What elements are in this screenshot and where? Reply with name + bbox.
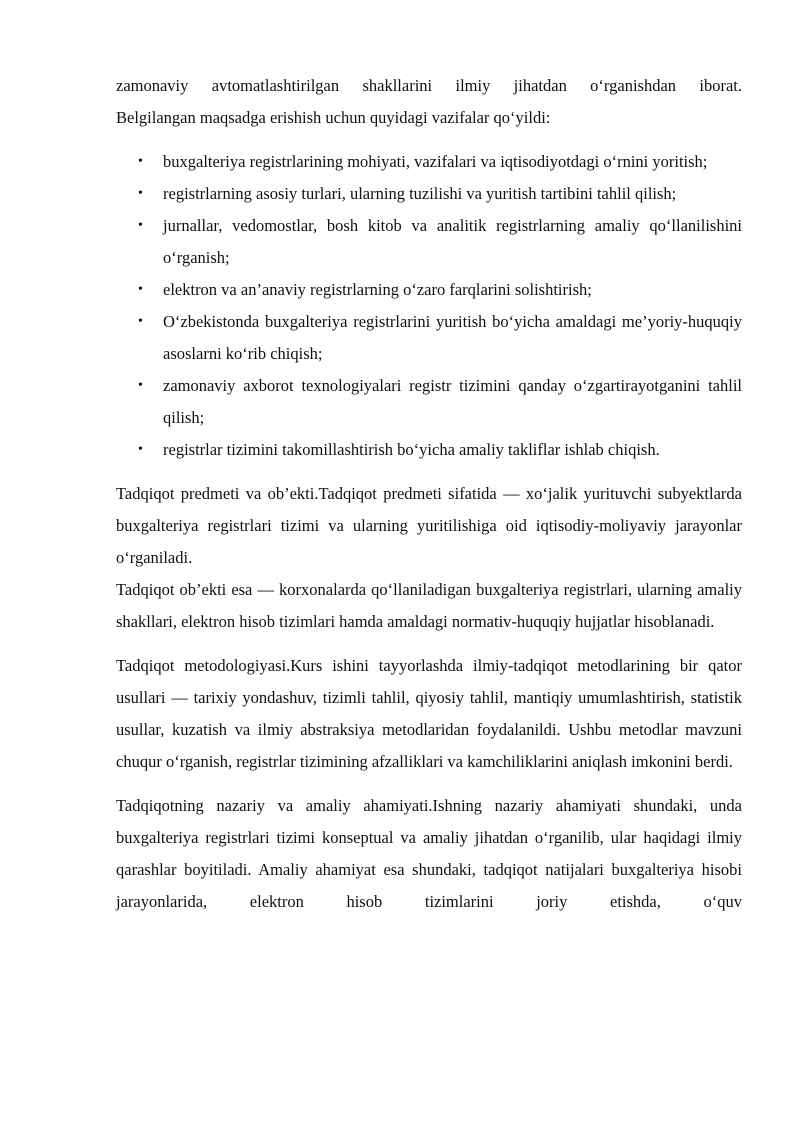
task-item bbox=[138, 370, 742, 434]
subject-paragraph-2: Tadqiqot ob’ekti esa — korxonalarda qo‘llaniladigan buxgalteriya registrlari, ularning amaliy shakllari, elektron hisob tizimlari hamda amaldagi normativ-huquqiy hujjatlar hisoblanadi. bbox=[116, 580, 742, 631]
task-text: registrlar tizimini takomillashtirish bo‘yicha amaliy takliflar ishlab chiqish. bbox=[163, 440, 660, 459]
subject-paragraph-1: Tadqiqot predmeti va ob’ekti.Tadqiqot predmeti sifatida — xo‘jalik yurituvchi subyektlarda buxgalteriya registrlari tizimi va ularning yuritilishiga oid iqtisodiy-moliyaviy jarayonlar o‘rganiladi. bbox=[116, 484, 742, 567]
task-item bbox=[138, 306, 742, 370]
task-item bbox=[138, 210, 742, 274]
task-text: jurnallar, vedomostlar, bosh kitob va analitik registrlarning amaliy qo‘llanilishini o‘rganish; bbox=[163, 216, 742, 267]
bullet-icon: • bbox=[138, 282, 143, 297]
task-text: O‘zbekistonda buxgalteriya registrlarini yuritish bo‘yicha amaldagi me’yoriy-huquqiy asoslarni ko‘rib chiqish; bbox=[163, 312, 742, 363]
task-item bbox=[138, 178, 742, 210]
bullet-icon: • bbox=[138, 314, 143, 329]
task-list bbox=[116, 146, 742, 466]
methodology-paragraph: Tadqiqot metodologiyasi.Kurs ishini tayyorlashda ilmiy-tadqiqot metodlarining bir qator usullari — tarixiy yondashuv, tizimli tahlil, qiyosiy tahlil, mantiqiy umumlashtirish, statistik usullar, kuzatish va ilmiy abstraksiya metodlaridan foydalanildi. Ushbu metodlar mavzuni chuqur o‘rganish, registrlar tizimining afzalliklari va kamchiliklarini aniqlash imkonini berdi. bbox=[116, 656, 742, 771]
intro-line-1: zamonaviy avtomatlashtirilgan shakllarini ilmiy jihatdan o‘rganishdan iborat. bbox=[116, 76, 742, 95]
bullet-icon: • bbox=[138, 154, 143, 169]
bullet-icon: • bbox=[138, 218, 143, 233]
bullet-icon: • bbox=[138, 442, 143, 457]
task-item bbox=[138, 434, 742, 466]
task-text: elektron va an’anaviy registrlarning o‘zaro farqlarini solishtirish; bbox=[163, 280, 592, 299]
significance-paragraph: Tadqiqotning nazariy va amaliy ahamiyati.Ishning nazariy ahamiyati shundaki, unda buxgalteriya registrlari tizimi konseptual va amaliy jihatdan o‘rganilib, ular haqidagi ilmiy qarashlar boyitiladi. Amaliy ahamiyat esa shundaki, tadqiqot natijalari buxgalteriya hisobi jarayonlarida, elektron hisob tizimlarini joriy etishda, o‘quv bbox=[116, 796, 742, 911]
intro-line-2: Belgilangan maqsadga erishish uchun quyidagi vazifalar qo‘yildi: bbox=[116, 108, 551, 127]
task-text: buxgalteriya registrlarining mohiyati, vazifalari va iqtisodiyotdagi o‘rnini yoritish; bbox=[163, 152, 708, 171]
task-item bbox=[138, 274, 742, 306]
bullet-icon: • bbox=[138, 378, 143, 393]
task-item bbox=[138, 146, 742, 178]
task-text: zamonaviy axborot texnologiyalari registr tizimini qanday o‘zgartirayotganini tahlil qilish; bbox=[163, 376, 742, 427]
task-text: registrlarning asosiy turlari, ularning tuzilishi va yuritish tartibini tahlil qilish; bbox=[163, 184, 677, 203]
bullet-icon: • bbox=[138, 186, 143, 201]
